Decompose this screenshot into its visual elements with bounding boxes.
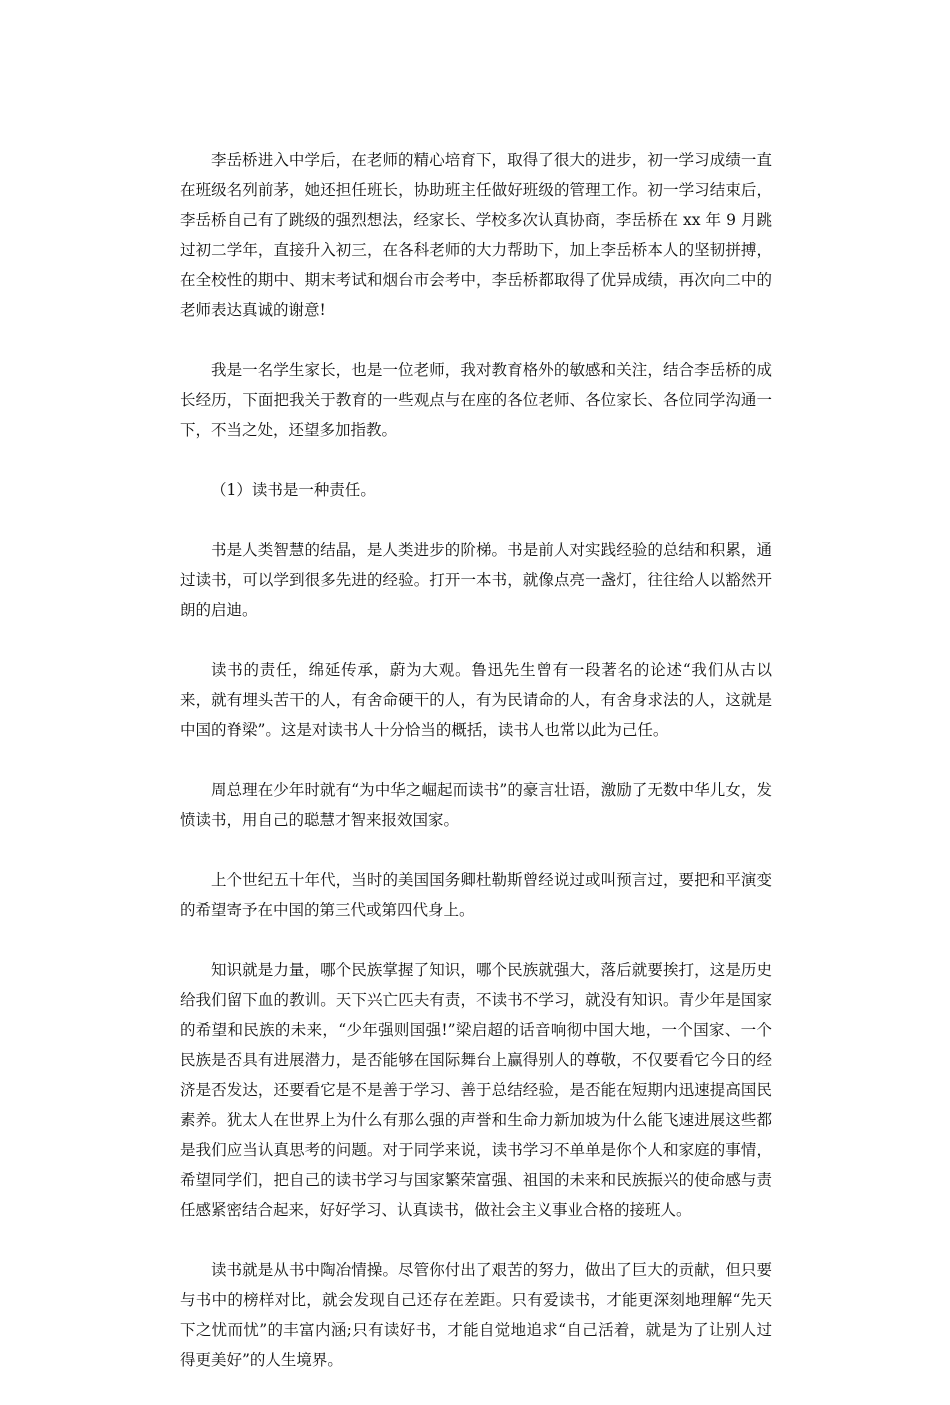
section-heading-reading-responsibility: （1）读书是一种责任。 [211,481,376,499]
paragraph-knowledge-is-power: 知识就是力量，哪个民族掌握了知识，哪个民族就强大，落后就要挨打，这是历史给我们留下血的教训。天下兴亡匹夫有责，不读书不学习，就没有知识。青少年是国家的希望和民族的未来，“少年强则国强!”梁启超的话音响彻中国大地，一个国家、一个民族是否具有进展潜力，是否能够在国际舞台上赢得别人的尊敬，不仅要看它今日的经济是否发达，还要看它是不是善于学习、善于总结经验，是否能在短期内迅速提高国民素养。犹太人在世界上为什么有那么强的声誉和生命力新加坡为什么能飞速进展这些都是我们应当认真思考的问题。对于同学来说，读书学习不单单是你个人和家庭的事情，希望同学们，把自己的读书学习与国家繁荣富强、祖国的未来和民族振兴的使命感与责任感紧密结合起来，好好学习、认真读书，做社会主义事业合格的接班人。 [180,961,772,1219]
paragraph-dulles-prediction: 上个世纪五十年代，当时的美国国务卿杜勒斯曾经说过或叫预言过，要把和平演变的希望寄予在中国的第三代或第四代身上。 [180,871,772,919]
paragraph-parent-introduction: 我是一名学生家长，也是一位老师，我对教育格外的敏感和关注，结合李岳桥的成长经历，下面把我关于教育的一些观点与在座的各位老师、各位家长、各位同学沟通一下，不当之处，还望多加指教。 [180,361,772,439]
paragraph-reading-cultivation: 读书就是从书中陶冶情操。尽管你付出了艰苦的努力，做出了巨大的贡献，但只要与书中的榜样对比，就会发现自己还存在差距。只有爱读书，才能更深刻地理解“先天下之忧而忧”的丰富内涵;只有读好书，才能自觉地追求“自己活着，就是为了让别人过得更美好”的人生境界。 [180,1261,772,1369]
document-body [180,145,772,1405]
paragraph-student-progress: 李岳桥进入中学后，在老师的精心培育下，取得了很大的进步，初一学习成绩一直在班级名列前茅，她还担任班长，协助班主任做好班级的管理工作。初一学习结束后，李岳桥自己有了跳级的强烈想法，经家长、学校多次认真协商，李岳桥在 xx 年 9 月跳过初二学年，直接升入初三，在各科老师的大力帮助下，加上李岳桥本人的坚韧拼搏，在全校性的期中、期末考试和烟台市会考中，李岳桥都取得了优异成绩，再次向二中的老师表达真诚的谢意! [180,151,772,319]
paragraph-lu-xun-quote: 读书的责任，绵延传承，蔚为大观。鲁迅先生曾有一段著名的论述“我们从古以来，就有埋头苦干的人，有舍命硬干的人，有为民请命的人，有舍身求法的人，这就是中国的脊梁”。这是对读书人十分恰当的概括，读书人也常以此为己任。 [180,661,772,739]
paragraph-books-wisdom: 书是人类智慧的结晶，是人类进步的阶梯。书是前人对实践经验的总结和积累，通过读书，可以学到很多先进的经验。打开一本书，就像点亮一盏灯，往往给人以豁然开朗的启迪。 [180,541,772,619]
paragraph-zhou-enlai: 周总理在少年时就有“为中华之崛起而读书”的豪言壮语，激励了无数中华儿女，发愤读书，用自己的聪慧才智来报效国家。 [180,781,772,829]
